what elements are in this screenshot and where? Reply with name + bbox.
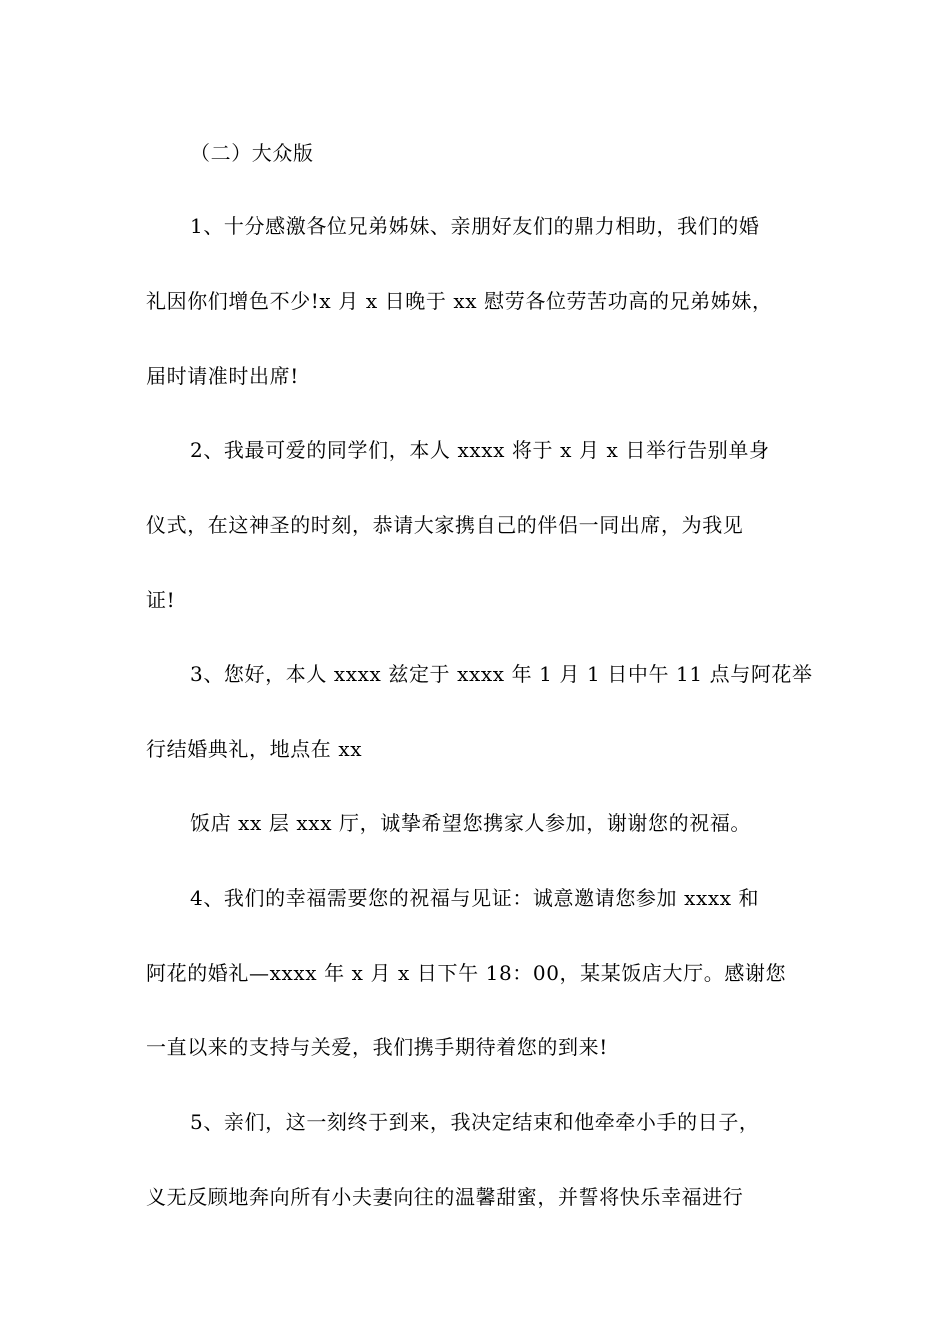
paragraph-line: 3、您好，本人 xxxx 兹定于 xxxx 年 1 月 1 日中午 11 点与阿花举 (190, 662, 813, 686)
paragraph-line: 礼因你们增色不少!x 月 x 日晚于 xx 慰劳各位劳苦功高的兄弟姊妹， (146, 289, 773, 313)
paragraph-line: 行结婚典礼，地点在 xx (146, 737, 363, 761)
paragraph-line: 1、十分感激各位兄弟姊妹、亲朋好友们的鼎力相助，我们的婚 (190, 214, 760, 238)
paragraph-line: 阿花的婚礼—xxxx 年 x 月 x 日下午 18：00，某某饭店大厅。感谢您 (146, 961, 787, 985)
paragraph-line: 仪式，在这神圣的时刻，恭请大家携自己的伴侣一同出席，为我见 (146, 513, 744, 537)
paragraph-line: 5、亲们，这一刻终于到来，我决定结束和他牵牵小手的日子， (190, 1110, 760, 1134)
paragraph-line: 证! (146, 588, 176, 612)
paragraph-line: 4、我们的幸福需要您的祝福与见证：诚意邀请您参加 xxxx 和 (190, 886, 760, 910)
section-heading: （二）大众版 (190, 141, 314, 165)
paragraph-line: 一直以来的支持与关爱，我们携手期待着您的到来! (146, 1035, 608, 1059)
paragraph-line: 义无反顾地奔向所有小夫妻向往的温馨甜蜜，并誓将快乐幸福进行 (146, 1185, 744, 1209)
paragraph-line: 2、我最可爱的同学们，本人 xxxx 将于 x 月 x 日举行告别单身 (190, 438, 770, 462)
paragraph-line: 届时请准时出席! (146, 364, 299, 388)
paragraph-line: 饭店 xx 层 xxx 厅，诚挚希望您携家人参加，谢谢您的祝福。 (190, 811, 752, 835)
